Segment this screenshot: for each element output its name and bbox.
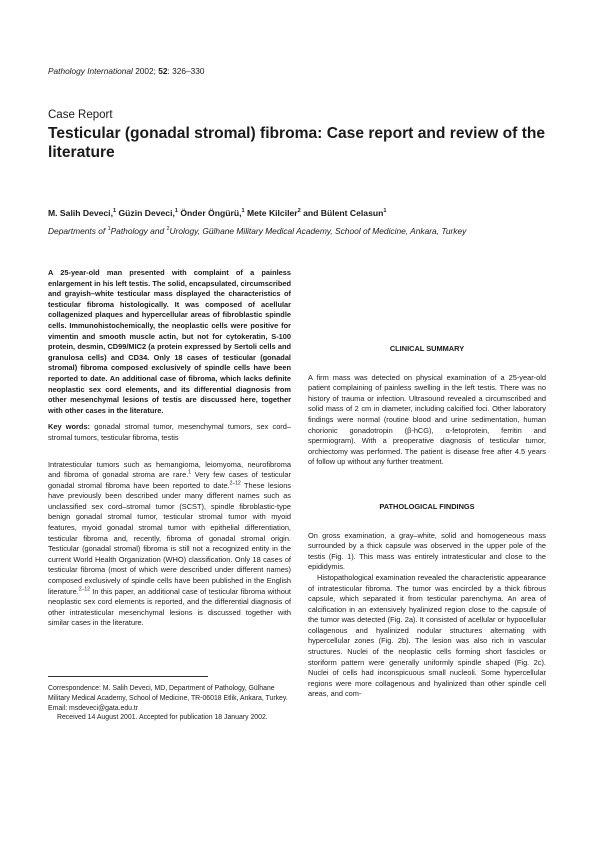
affiliation-dept2: Urology, Gülhane Military Medical Academy, School of Medicine, Ankara, Turkey xyxy=(169,226,467,236)
citation-mark: 1 xyxy=(188,469,192,476)
left-column xyxy=(48,268,291,629)
pathology-paragraph: Histopathological examination revealed the characteristic appearance of intratesticular fibroma. The tumor was encircled by a thick fibrous capsule, which separated it from testicular parenchyma. An area of calcification in an extensively hyalinized region close to the capsule of the tumor was detected (Fig. 2a). It consisted of acellular or hypocellular collagenous and hyalinized nodular structures alternating with hypercellular zones (Fig. 2b). The lesion was also rich in vascular structures. Nuclei of the neoplastic cells forming short fascicles or storiform pattern were generally uniformly spindle shaped (Fig. 2c). Nuclei of cells had inconspicuous small nucleoli. Some hypercellular regions were more collagenous and hyalinized than other spindle cell areas, and com- xyxy=(308,572,546,699)
intro-text: Intratesticular tumors such as hemangioma, leiomyoma, neurofibroma and fibroma of gonadal stroma are rare. xyxy=(48,459,291,480)
author-name: and Bülent Celasun xyxy=(303,208,384,218)
author-name: Güzin Deveci, xyxy=(118,208,175,218)
intro-text: In this paper, an additional case of testicular fibroma without neoplastic sex cord elements is reported, and the differential diagnosis of other intratesticular mesenchymal lesions is discussed together with similar cases in the literature. xyxy=(48,586,291,628)
author-name: M. Salih Deveci, xyxy=(48,208,113,218)
article-type: Case Report xyxy=(48,109,113,121)
author-affil-mark: 1 xyxy=(174,208,178,215)
keywords xyxy=(48,422,291,443)
received-note: Received 14 August 2001. Accepted for publication 18 January 2002. xyxy=(57,714,268,722)
footnote xyxy=(48,684,291,723)
affiliation-prefix: Departments of xyxy=(48,226,108,236)
right-column xyxy=(308,344,546,700)
keywords-label: Key words: xyxy=(48,422,91,432)
affiliation-dept1: Pathology and xyxy=(110,226,167,236)
author-list xyxy=(48,208,386,218)
pathological-findings-heading: PATHOLOGICAL FINDINGS xyxy=(379,501,475,511)
footnote-divider xyxy=(48,676,208,677)
author-affil-mark: 1 xyxy=(112,208,117,215)
journal-name: Pathology International xyxy=(48,66,133,76)
intro-text: Very few cases of testicular gonadal stromal fibroma have been reported to date. xyxy=(48,470,291,490)
correspondence-note: Correspondence: M. Salih Deveci, MD, Department of Pathology, Gülhane Military Medical Academy, School of Medicine, TR-06018 Etlik, Ankara, Turkey. Email: msdeveci@gata.edu.tr xyxy=(48,685,288,712)
introduction-paragraph xyxy=(48,460,291,630)
author-affil-mark: 1 xyxy=(383,208,387,215)
affiliation xyxy=(48,226,466,236)
clinical-summary-heading: CLINICAL SUMMARY xyxy=(389,344,465,353)
author-name: Mete Kilciler xyxy=(246,208,298,218)
affil-mark: 2 xyxy=(166,226,170,233)
citation-mark: 2–12 xyxy=(229,480,241,487)
clinical-summary-text: A firm mass was detected on physical examination of a 25-year-old patient complaining of painless swelling in the left testis. There was no history of trauma or infection. Ultrasound revealed a circumscribed and solid mass of 2 cm in diameter, including calcified foci. Other laboratory findings were normal (routine blood and urine sedimentation, human chorionic gonadotropin (β-hCG), α-fetoprotein, ferritin and spermiogram). With a preoperative diagnosis of testicular tumor, orchiectomy was performed. The patient is disease free after 4.5 years of follow up without any further treatment. xyxy=(308,372,546,467)
journal-pages: 326–330 xyxy=(172,66,205,76)
author-affil-mark: 1 xyxy=(241,208,245,215)
citation-mark: 2–12 xyxy=(78,586,90,593)
pathology-paragraph: On gross examination, a gray–white, solid and homogeneous mass surrounded by a thick capsule was observed in the upper pole of the testis (Fig. 1). This mass was entirely intratesticular and close to the epididymis. xyxy=(308,530,546,572)
journal-year: 2002 xyxy=(135,66,154,76)
journal-citation: Pathology International 2002; 52: 326–330 xyxy=(48,66,205,76)
keywords-text: gonadal stromal tumor, mesenchymal tumors, sex cord–stromal tumors, testicular fibroma, testis xyxy=(48,422,291,442)
journal-volume: 52 xyxy=(158,66,168,76)
author-affil-mark: 2 xyxy=(297,208,301,215)
abstract: A 25-year-old man presented with complaint of a painless enlargement in his left testis. The solid, encapsulated, circumscribed and grayish–white testicular mass displayed the characteristics of testicular fibroma histologically. It was composed of acellular collagenized plaques and hypercellular areas of fibroblastic spindle cells. Immunohistochemically, the neoplastic cells were positive for vimentin and smooth muscle actin, but not for cytokeratin, S-100 protein, desmin, CD99/MIC2 (a protein expressed by Sertoli cells and granulosa cells) and CD34. Only 18 cases of testicular (gonadal stromal) fibroma composed exclusively of spindle cells have been reported to date. An additional case of fibroma, which lacks definite neoplastic sex cord elements, and its differential diagnosis from other mesenchymal lesions of testis are discussed here, together with other cases in the literature. xyxy=(48,268,291,415)
article-title: Testicular (gonadal stromal) fibroma: Case report and review of the literature xyxy=(48,125,546,161)
intro-text: These lesions have previously been described under many different names such as unclassified sex cord–stromal tumor (SCST), spindle fibroblastic-type benign gonadal stromal tumor, testicular stromal tumor with myoid features, myoid gonadal stromal tumor with epithelial differentiation, testicular fibroma and, recently, fibroma of gonadal stromal origin. Testicular (gonadal stromal) fibroma is still not a recognized entity in the current World Health Organization (WHO) classification. Only 18 cases of testicular fibroma (most of which were described under different names) composed exclusively of spindle cells have been published in the English literature. xyxy=(48,480,291,596)
author-name: Önder Öngürü, xyxy=(180,208,242,218)
affil-mark: 1 xyxy=(107,226,111,233)
